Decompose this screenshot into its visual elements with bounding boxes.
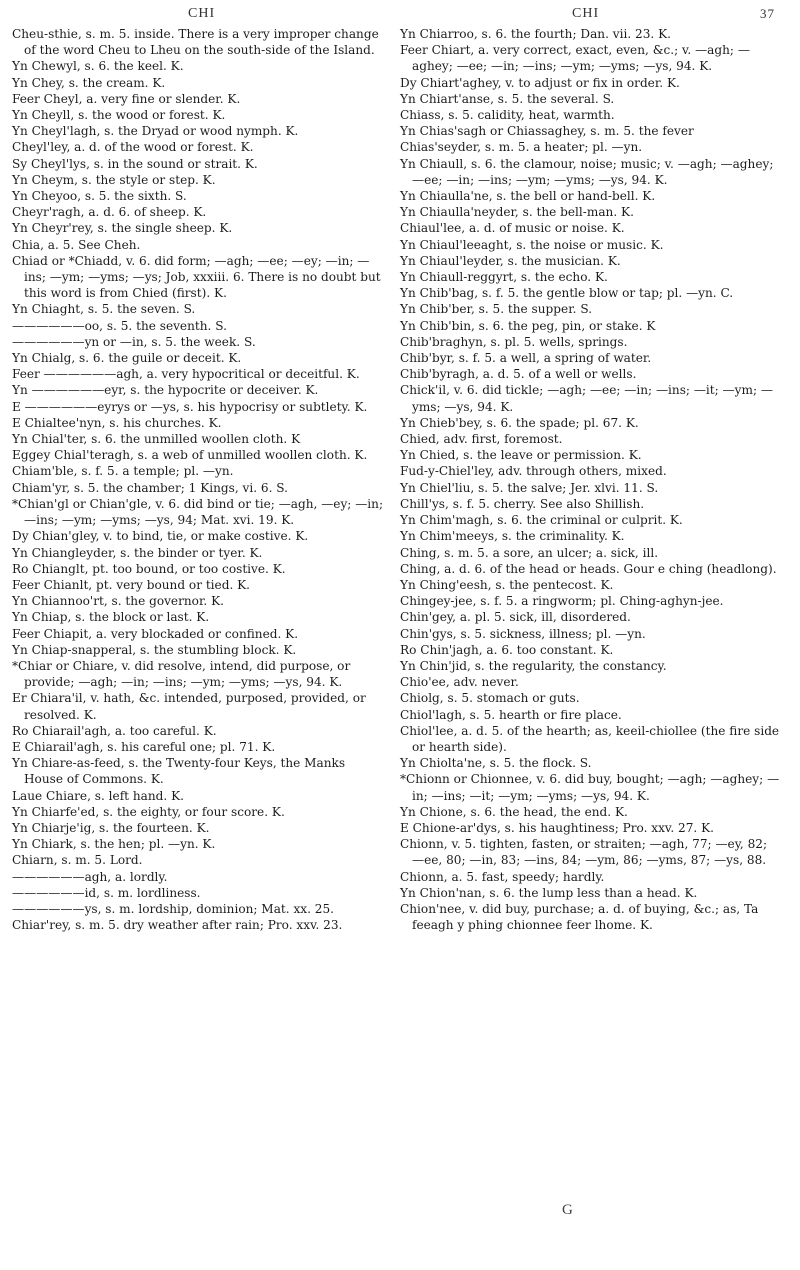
dictionary-entry: Yn Chione, s. 6. the head, the end. K. <box>400 804 628 819</box>
dictionary-entry: Dy Chian'gley, v. to bind, tie, or make costive. K. <box>12 529 309 544</box>
dictionary-entry: Yn Chias'sagh or Chiassaghey, s. m. 5. the fever <box>400 124 694 139</box>
dictionary-entry: Chias'seyder, s. m. 5. a heater; pl. —yn. <box>400 140 643 155</box>
dictionary-entry: Yn Chey, s. the cream. K. <box>12 75 166 90</box>
dictionary-entry: Yn Chiaul'leyder, s. the musician. K. <box>400 253 621 268</box>
dictionary-entry: ——————yn or —in, s. 5. the week. S. <box>12 334 256 349</box>
dictionary-entry: Yn Chiangleyder, s. the binder or tyer. K. <box>12 545 263 560</box>
dictionary-entry: Chionn, a. 5. fast, speedy; hardly. <box>400 869 605 884</box>
dictionary-entry: Yn Chib'bag, s. f. 5. the gentle blow or tap; pl. —yn. C. <box>400 286 734 301</box>
dictionary-entry: Yn Chiap-snapperal, s. the stumbling block. K. <box>12 642 297 657</box>
dictionary-entry: E Chiarail'agh, s. his careful one; pl. 71. K. <box>12 739 276 754</box>
dictionary-entry: Chio'ee, adv. never. <box>400 675 519 690</box>
dictionary-entry: ——————oo, s. 5. the seventh. S. <box>12 318 227 333</box>
dictionary-entry: Cheu-sthie, s. m. 5. inside. There is a very improper change of the word Cheu to Lheu on the south-side of the Island. <box>12 27 379 58</box>
dictionary-entry: Chiol'lee, a. d. 5. of the hearth; as, keeil-chiollee (the fire side or hearth side). <box>400 723 780 754</box>
dictionary-entry: Feer Chiart, a. very correct, exact, even, &c.; v. —agh; —aghey; —ee; —in; —ins; —ym; —yms; —ys, 94. K. <box>400 43 750 74</box>
dictionary-entry: Yn Chiaulla'neyder, s. the bell-man. K. <box>400 205 634 220</box>
dictionary-entry: Yn Chiaull-reggyrt, s. the echo. K. <box>400 270 608 285</box>
dictionary-entry: Yn Cheyl'lagh, s. the Dryad or wood nymph. K. <box>12 124 299 139</box>
dictionary-entry: Eggey Chial'teragh, s. a web of unmilled woollen cloth. K. <box>12 448 368 463</box>
dictionary-entry: Yn Chiarfe'ed, s. the eighty, or four score. K. <box>12 804 285 819</box>
dictionary-entry: *Chiar or Chiare, v. did resolve, intend, did purpose, or provide; —agh; —in; —ins; —ym; —yms; —ys, 94. K. <box>12 658 351 690</box>
dictionary-entry: ——————agh, a. lordly. <box>12 869 168 884</box>
dictionary-entry: Ching, s. m. 5. a sore, an ulcer; a. sick, ill. <box>400 545 659 560</box>
dictionary-entry: Feer Chianlt, pt. very bound or tied. K. <box>12 577 251 592</box>
dictionary-entry: Fud-y-Chiel'ley, adv. through others, mixed. <box>400 464 667 479</box>
dictionary-entry: Chin'gey, a. pl. 5. sick, ill, disordered. <box>400 610 631 625</box>
dictionary-entry: Yn Chiel'liu, s. 5. the salve; Jer. xlvi. 11. S. <box>400 480 659 495</box>
printer-signature: G <box>562 1202 573 1218</box>
dictionary-entry: Yn Cheyll, s. the wood or forest. K. <box>12 108 226 123</box>
dictionary-entry: Yn Cheyoo, s. 5. the sixth. S. <box>12 189 187 204</box>
dictionary-entry: Dy Chiart'aghey, v. to adjust or fix in order. K. <box>400 75 680 90</box>
dictionary-entry: Ching, a. d. 6. of the head or heads. Gour e ching (headlong). <box>400 561 777 576</box>
dictionary-entry: ——————ys, s. m. lordship, dominion; Mat. xx. 25. <box>12 901 335 916</box>
dictionary-entry: Yn Chim'magh, s. 6. the criminal or culprit. K. <box>400 513 683 528</box>
dictionary-entry: Feer Cheyl, a. very fine or slender. K. <box>12 91 241 106</box>
dictionary-entry: Feer ——————agh, a. very hypocritical or deceitful. K. <box>12 367 360 382</box>
dictionary-entry: Chiol'lagh, s. 5. hearth or fire place. <box>400 707 622 722</box>
dictionary-entry: Ro Chianglt, pt. too bound, or too costive. K. <box>12 561 286 576</box>
page-number: 37 <box>760 6 775 21</box>
dictionary-entry: Yn Chiark, s. the hen; pl. —yn. K. <box>12 837 216 852</box>
dictionary-entry: Chick'il, v. 6. did tickle; —agh; —ee; —in; —ins; —it; —ym; —yms; —ys, 94. K. <box>400 383 773 414</box>
dictionary-entry: Yn Chiarroo, s. 6. the fourth; Dan. vii. 23. K. <box>400 27 671 41</box>
dictionary-entry: Yn Chewyl, s. 6. the keel. K. <box>12 59 184 74</box>
dictionary-entry: Yn Chieb'bey, s. 6. the spade; pl. 67. K. <box>400 415 639 430</box>
dictionary-entry: Ro Chin'jagh, a. 6. too constant. K. <box>400 642 614 657</box>
dictionary-entry: Chingey-jee, s. f. 5. a ringworm; pl. Ching-aghyn-jee. <box>400 594 724 609</box>
left-column <box>12 26 384 933</box>
dictionary-entry: Yn Chiannoo'rt, s. the governor. K. <box>12 594 224 609</box>
dictionary-entry: Chib'byr, s. f. 5. a well, a spring of water. <box>400 351 652 366</box>
dictionary-entry: Yn Chim'meeys, s. the criminality. K. <box>400 529 625 544</box>
running-header-left: CHI <box>188 6 216 21</box>
running-header-right: CHI <box>572 6 600 21</box>
dictionary-entry: Yn Chiaulla'ne, s. the bell or hand-bell. K. <box>400 189 656 204</box>
dictionary-entry: Ro Chiarail'agh, a. too careful. K. <box>12 723 217 738</box>
dictionary-entry: Cheyr'ragh, a. d. 6. of sheep. K. <box>12 205 207 220</box>
dictionary-entry: Yn Chiaght, s. 5. the seven. S. <box>12 302 196 317</box>
dictionary-entry: Chiar'rey, s. m. 5. dry weather after rain; Pro. xxv. 23. <box>12 918 343 933</box>
dictionary-entry: E Chione-ar'dys, s. his haughtiness; Pro. xxv. 27. K. <box>400 820 714 835</box>
dictionary-entry: Sy Cheyl'lys, s. in the sound or strait. K. <box>12 156 258 171</box>
dictionary-entry: Laue Chiare, s. left hand. K. <box>12 788 184 803</box>
dictionary-entry: Yn ——————eyr, s. the hypocrite or deceiver. K. <box>12 383 319 398</box>
dictionary-entry: Yn Chion'nan, s. 6. the lump less than a head. K. <box>400 885 698 900</box>
dictionary-entry: ——————id, s. m. lordliness. <box>12 885 201 900</box>
dictionary-entry: Feer Chiapit, a. very blockaded or confined. K. <box>12 626 299 641</box>
dictionary-entry: Yn Chiare-as-feed, s. the Twenty-four Keys, the Manks House of Commons. K. <box>12 756 346 787</box>
dictionary-entry: *Chian'gl or Chian'gle, v. 6. did bind or tie; —agh, —ey; —in; —ins; —ym; —yms; —ys, 94; Mat. xvi. 19. K. <box>12 496 384 528</box>
dictionary-entry: Chia, a. 5. See Cheh. <box>12 237 141 252</box>
dictionary-entry: Yn Chied, s. the leave or permission. K. <box>400 448 642 463</box>
dictionary-entry: Yn Chiart'anse, s. 5. the several. S. <box>400 91 615 106</box>
dictionary-entry: Yn Cheyr'rey, s. the single sheep. K. <box>12 221 233 236</box>
dictionary-entry: Yn Chiaul'leeaght, s. the noise or music. K. <box>400 237 664 252</box>
dictionary-entry: E Chialtee'nyn, s. his churches. K. <box>12 415 222 430</box>
dictionary-entry: Chiam'ble, s. f. 5. a temple; pl. —yn. <box>12 464 234 479</box>
dictionary-entry: E ——————eyrys or —ys, s. his hypocrisy or subtlety. K. <box>12 399 368 414</box>
dictionary-entry: Chionn, v. 5. tighten, fasten, or straiten; —agh, 77; —ey, 82; —ee, 80; —in, 83; —ins, 84; —ym, 86; —yms, 87; —ys, 88. <box>400 837 768 868</box>
dictionary-entry: Yn Chial'ter, s. 6. the unmilled woollen cloth. K <box>12 432 301 447</box>
dictionary-entry: Yn Chiaull, s. 6. the clamour, noise; music; v. —agh; —aghey; —ee; —in; —ins; —ym; —yms; —ys, 94. K. <box>400 156 774 187</box>
dictionary-entry: Chiarn, s. m. 5. Lord. <box>12 853 143 868</box>
right-column <box>400 26 782 933</box>
dictionary-entry: Yn Chiolta'ne, s. 5. the flock. S. <box>400 756 592 771</box>
dictionary-entry: Chied, adv. first, foremost. <box>400 432 563 447</box>
dictionary-entry: Chiam'yr, s. 5. the chamber; 1 Kings, vi. 6. S. <box>12 480 288 495</box>
dictionary-entry: Chin'gys, s. 5. sickness, illness; pl. —yn. <box>400 626 646 641</box>
dictionary-entry: Yn Chin'jid, s. the regularity, the constancy. <box>400 658 667 673</box>
dictionary-entry: *Chionn or Chionnee, v. 6. did buy, bought; —agh; —aghey; —in; —ins; —it; —ym; —yms; —ys, 94. K. <box>400 772 780 803</box>
dictionary-entry: Yn Chib'ber, s. 5. the supper. S. <box>400 302 593 317</box>
dictionary-entry: Chill'ys, s. f. 5. cherry. See also Shillish. <box>400 496 645 511</box>
dictionary-entry: Chib'byragh, a. d. 5. of a well or wells. <box>400 367 637 382</box>
dictionary-entry: Yn Chiarje'ig, s. the fourteen. K. <box>12 820 210 835</box>
dictionary-entry: Chiass, s. 5. calidity, heat, warmth. <box>400 108 615 123</box>
dictionary-entry: Chib'braghyn, s. pl. 5. wells, springs. <box>400 334 628 349</box>
dictionary-entry: Cheyl'ley, a. d. of the wood or forest. K. <box>12 140 254 155</box>
dictionary-entry: Chiolg, s. 5. stomach or guts. <box>400 691 580 706</box>
dictionary-entry: Chiad or *Chiadd, v. 6. did form; —agh; —ee; —ey; —in; —ins; —ym; —yms; —ys; Job, xxxiii. 6. There is no doubt but this word is from Chied (first). K. <box>12 253 381 301</box>
dictionary-entry: Er Chiara'il, v. hath, &c. intended, purposed, provided, or resolved. K. <box>12 691 366 722</box>
dictionary-entry: Yn Chialg, s. 6. the guile or deceit. K. <box>12 351 242 366</box>
dictionary-entry: Yn Ching'eesh, s. the pentecost. K. <box>400 577 614 592</box>
dictionary-entry: Chiaul'lee, a. d. of music or noise. K. <box>400 221 625 236</box>
dictionary-entry: Yn Cheym, s. the style or step. K. <box>12 172 216 187</box>
dictionary-entry: Chion'nee, v. did buy, purchase; a. d. of buying, &c.; as, Ta feeagh y phing chionnee feer lhome. K. <box>400 901 759 933</box>
dictionary-entry: Yn Chib'bin, s. 6. the peg, pin, or stake. K <box>400 318 656 333</box>
dictionary-entry: Yn Chiap, s. the block or last. K. <box>12 610 210 625</box>
